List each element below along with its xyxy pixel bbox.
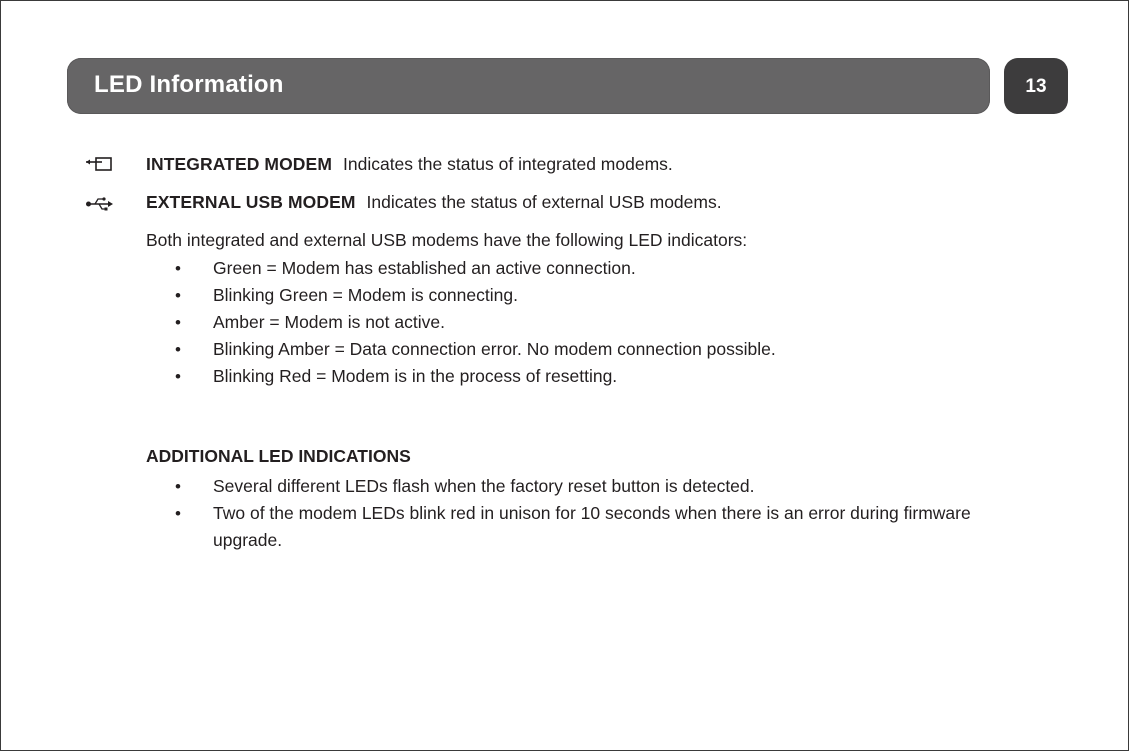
integrated-modem-icon xyxy=(85,156,115,172)
bullet-icon: • xyxy=(175,259,181,278)
page-number-tab xyxy=(1004,58,1068,114)
definition-term: EXTERNAL USB MODEM xyxy=(146,192,356,212)
list-item-text: Green = Modem has established an active connection. xyxy=(213,258,636,278)
bullet-icon: • xyxy=(175,313,181,332)
additional-led-heading: ADDITIONAL LED INDICATIONS xyxy=(146,446,411,466)
definition-description: Indicates the status of integrated modems. xyxy=(343,154,673,174)
bullet-icon: • xyxy=(175,340,181,359)
bullet-icon: • xyxy=(175,367,181,386)
additional-led-list xyxy=(0,473,1010,554)
list-item-text: Several different LEDs flash when the factory reset button is detected. xyxy=(213,476,755,496)
indicators-intro: Both integrated and external USB modems have the following LED indicators: xyxy=(146,230,748,250)
bullet-icon: • xyxy=(175,504,181,523)
list-item xyxy=(0,363,776,390)
list-item-text: Blinking Red = Modem is in the process of resetting. xyxy=(213,366,618,386)
definition-description: Indicates the status of external USB modems. xyxy=(366,192,722,212)
usb-icon xyxy=(85,196,115,212)
list-item-text: Amber = Modem is not active. xyxy=(213,312,445,332)
bullet-icon: • xyxy=(175,286,181,305)
list-item xyxy=(0,282,776,309)
definition-term: INTEGRATED MODEM xyxy=(146,154,332,174)
list-item-text: Blinking Amber = Data connection error. No modem connection possible. xyxy=(213,339,776,359)
list-item xyxy=(0,473,1010,500)
list-item xyxy=(0,255,776,282)
section-header-bar xyxy=(67,58,990,114)
page-number: 13 xyxy=(1025,76,1047,97)
list-item-text: Two of the modem LEDs blink red in unison for 10 seconds when there is an error during firmware upgrade. xyxy=(213,503,971,550)
list-item xyxy=(0,309,776,336)
definition-external-usb-modem xyxy=(146,192,722,213)
list-item xyxy=(0,500,1010,554)
list-item xyxy=(0,336,776,363)
section-title: LED Information xyxy=(94,71,284,98)
definition-integrated-modem xyxy=(146,154,673,175)
list-item-text: Blinking Green = Modem is connecting. xyxy=(213,285,518,305)
led-indicator-list xyxy=(0,255,776,390)
bullet-icon: • xyxy=(175,477,181,496)
